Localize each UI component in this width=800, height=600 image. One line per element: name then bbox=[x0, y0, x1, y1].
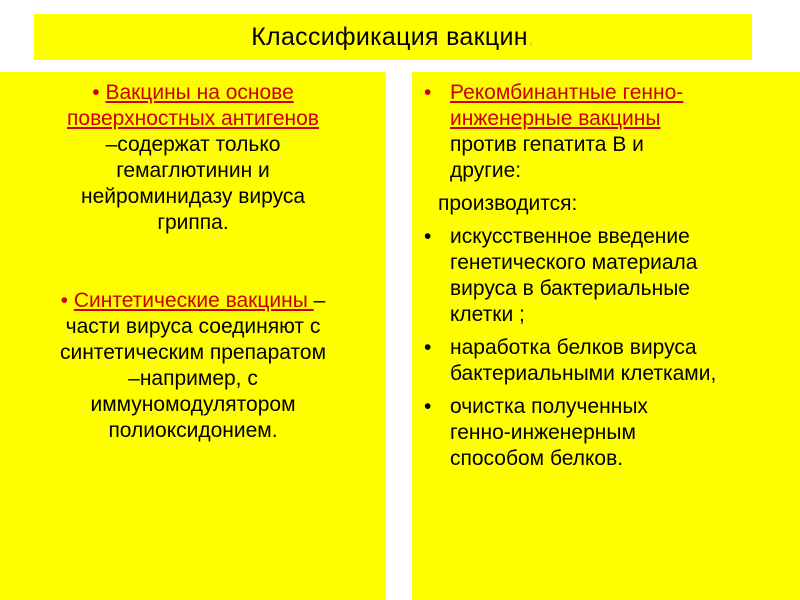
right-item-text-line: способом белков. bbox=[450, 447, 624, 470]
right-item-text-line: генетического материала bbox=[450, 251, 698, 274]
bullet-icon: • bbox=[424, 225, 432, 248]
left-item2-text-line: –например, с bbox=[128, 367, 258, 390]
right-item-recombinant bbox=[420, 80, 796, 184]
term-recombinant-line2: инженерные вакцины bbox=[450, 107, 661, 130]
right-intro-text-line: против гепатита В и bbox=[450, 133, 644, 156]
left-item1-text-line: гриппа. bbox=[157, 211, 229, 234]
right-item-text-line: наработка белков вируса bbox=[450, 336, 697, 359]
term-surface-antigen-line2: поверхностных антигенов bbox=[67, 107, 319, 130]
bullet-icon: • bbox=[424, 395, 432, 418]
bullet-icon: • bbox=[92, 81, 100, 104]
right-item-text-line: генно-инженерным bbox=[450, 421, 636, 444]
left-item2-text-line: синтетическим препаратом bbox=[59, 341, 327, 364]
term-synthetic: Синтетические вакцины bbox=[73, 289, 314, 312]
produced-label: производится: bbox=[438, 192, 578, 215]
left-item2-text-line: части вируса соединяют с bbox=[65, 315, 321, 338]
title-dot: . bbox=[527, 22, 535, 51]
right-item-text-line: искусственное введение bbox=[450, 225, 690, 248]
term-dash: – bbox=[313, 289, 326, 312]
left-item2-text-line: иммуномодулятором bbox=[90, 393, 296, 416]
right-list-item bbox=[420, 394, 796, 472]
left-item-synthetic bbox=[6, 288, 380, 444]
right-intro-text-line: другие: bbox=[450, 159, 522, 182]
left-column bbox=[0, 72, 386, 600]
bullet-icon: • bbox=[424, 81, 432, 104]
right-column bbox=[412, 72, 800, 600]
bullet-icon: • bbox=[424, 336, 432, 359]
term-recombinant-line1: Рекомбинантные генно- bbox=[450, 81, 684, 104]
left-item2-text-line: полиоксидонием. bbox=[108, 419, 278, 442]
right-item-text-line: клетки ; bbox=[450, 303, 525, 326]
right-item-text-line: очистка полученных bbox=[450, 395, 648, 418]
right-list-item bbox=[420, 335, 796, 387]
bullet-icon: • bbox=[60, 289, 68, 312]
left-item-surface-antigen bbox=[6, 80, 380, 236]
left-item1-text-line: –содержат только bbox=[105, 133, 281, 156]
slide-title: Классификация вакцин bbox=[251, 22, 528, 51]
right-list-item bbox=[420, 224, 796, 328]
title-bar bbox=[34, 14, 752, 60]
left-item1-text-line: нейроминидазу вируса bbox=[80, 185, 306, 208]
right-item-text-line: бактериальными клетками, bbox=[450, 362, 717, 385]
left-item1-text-line: гемаглютинин и bbox=[116, 159, 270, 182]
right-item-text-line: вируса в бактериальные bbox=[450, 277, 690, 300]
term-surface-antigen-line1: Вакцины на основе bbox=[105, 81, 294, 104]
